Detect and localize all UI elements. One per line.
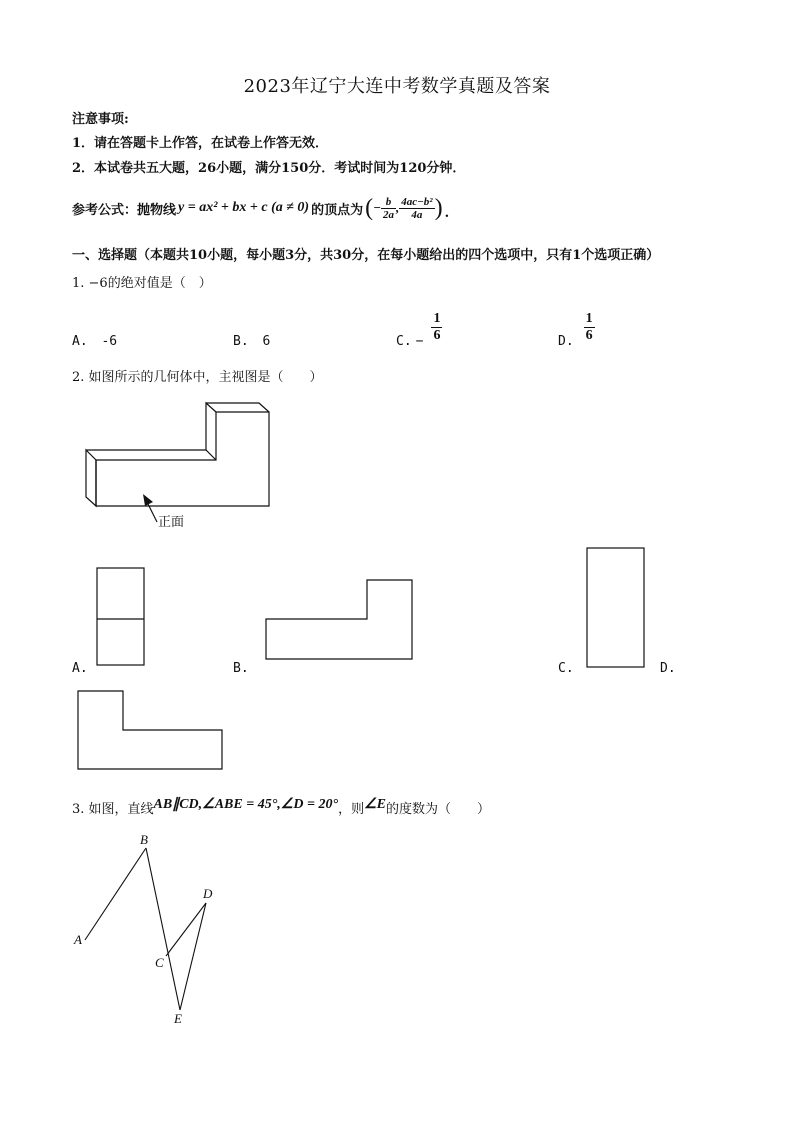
line-de [180, 903, 206, 1010]
q1-option-c-sign: − [415, 333, 424, 349]
left-paren: ( [365, 194, 374, 221]
notice-item-2: 2．本试卷共五大题，26小题，满分150分．考试时间为120分钟． [72, 161, 466, 176]
q1-option-c-den: 6 [433, 327, 441, 343]
line-ab [85, 848, 146, 940]
q1-option-d-den: 6 [585, 327, 593, 343]
q1-stem: 1. −6的绝对值是（ ） [72, 276, 212, 291]
q3-stem-pre: 3. 如图，直线 [72, 802, 154, 817]
q2-option-b-label: B. [233, 661, 249, 676]
q1-option-c-num: 1 [433, 310, 441, 326]
point-a-label: A [74, 932, 82, 947]
front-label: 正面 [158, 515, 185, 530]
q3-stem-angle: ∠E [364, 797, 386, 812]
point-b-label: B [140, 832, 148, 847]
vertex-y-den: 4a [411, 208, 423, 221]
reference-mid: 的顶点为 [311, 202, 364, 218]
q3-stem-formula: AB∥CD,∠ABE = 45°,∠D = 20° [153, 797, 339, 812]
vertex-comma: , [396, 200, 400, 215]
q2-option-c-label: C. [558, 661, 574, 676]
page-title: 2023年辽宁大连中考数学真题及答案 [243, 76, 551, 97]
q3-stem-post: ，则 [338, 802, 365, 817]
vertex-neg-sign: − [373, 200, 381, 215]
q1-option-b-text: 6 [262, 334, 271, 349]
q1-option-d-label: D. [558, 333, 574, 349]
q3-stem-end: 的度数为（ ） [385, 802, 490, 817]
q2-stem: 2. 如图所示的几何体中，主视图是（ ） [72, 370, 323, 385]
parabola-formula: y = ax² + bx + c (a ≠ 0) [178, 200, 310, 215]
q2-option-d-label: D. [660, 661, 676, 676]
point-c-label: C [155, 955, 164, 970]
q1-option-b-label: B. [233, 334, 249, 349]
vertex-x-num: b [381, 196, 396, 209]
vertex-x-den: 2a [383, 208, 394, 221]
right-paren: ) [434, 194, 443, 221]
q2-option-a-label: A. [72, 661, 88, 676]
section-heading: 一、选择题（本题共10小题，每小题3分，共30分，在每小题给出的四个选项中，只有1个选项正确） [72, 248, 660, 263]
notice-heading: 注意事项: [72, 112, 129, 127]
q1-option-a-text: -6 [101, 334, 118, 349]
q1-option-a-label: A. [72, 334, 88, 349]
reference-label: 参考公式：抛物线 [72, 202, 177, 218]
q1-option-c-label: C. [396, 333, 412, 349]
notice-item-1: 1．请在答题卡上作答，在试卷上作答无效． [72, 136, 329, 151]
line-be [146, 848, 180, 1010]
vertex-y-num: 4ac−b² [401, 195, 433, 208]
reference-end: . [444, 205, 450, 221]
point-e-label: E [174, 1011, 182, 1026]
q1-option-d-num: 1 [585, 310, 593, 326]
point-d-label: D [203, 886, 213, 901]
